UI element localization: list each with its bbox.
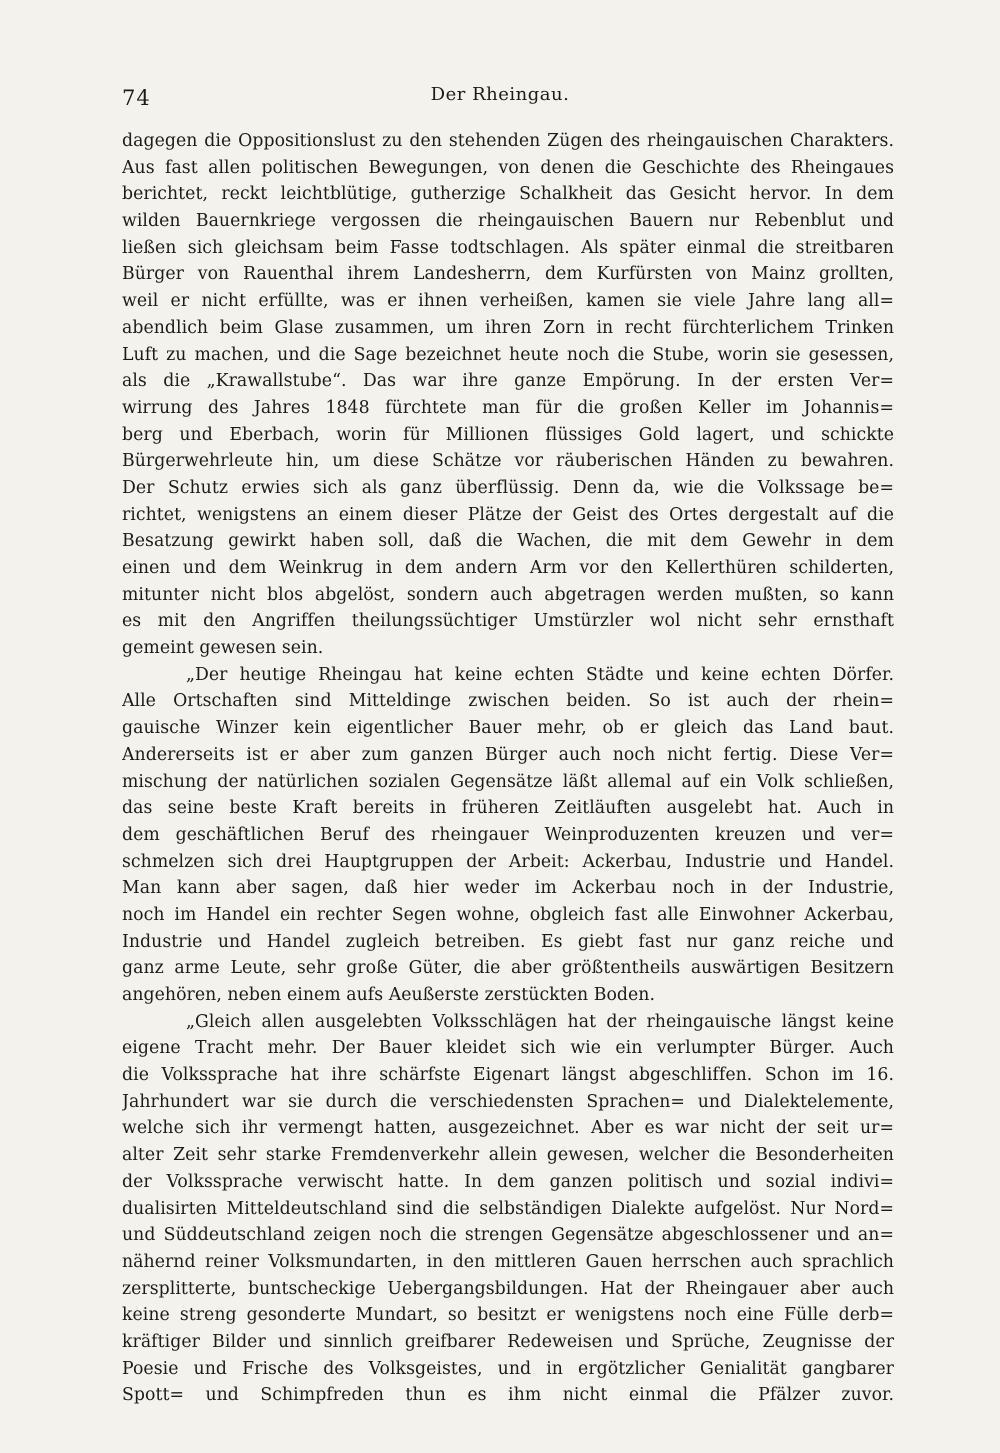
text-line: und Süddeutschland zeigen noch die strengen Gegensätze abgeschlossener und an= bbox=[122, 1225, 894, 1246]
running-title: Der Rheingau. bbox=[430, 84, 570, 105]
text-line: keine streng gesonderte Mundart, so besitzt er wenigstens noch eine Fülle derb= bbox=[122, 1305, 894, 1326]
text-line: zersplitterte, buntscheckige Uebergangsbildungen. Hat der Rheingauer aber auch bbox=[122, 1278, 894, 1299]
text-line: gauische Winzer kein eigentlicher Bauer mehr, ob er gleich das Land baut. bbox=[122, 718, 894, 739]
text-line: welche sich ihr vermengt hatten, ausgezeichnet. Aber es war nicht der seit ur= bbox=[122, 1118, 894, 1139]
text-line: Aus fast allen politischen Bewegungen, von denen die Geschichte des Rheingaues bbox=[122, 157, 894, 178]
text-line: als die „Krawallstube“. Das war ihre ganze Empörung. In der ersten Ver= bbox=[122, 371, 894, 392]
paragraph-end-line: angehören, neben einem aufs Aeußerste zerstückten Boden. bbox=[122, 985, 656, 1005]
text-line: Alle Ortschaften sind Mitteldinge zwischen beiden. So ist auch der rhein= bbox=[122, 691, 894, 712]
text-line: nähernd reiner Volksmundarten, in den mittleren Gauen herrschen auch sprachlich bbox=[122, 1251, 894, 1272]
text-line: Man kann aber sagen, daß hier weder im Ackerbau noch in der Industrie, bbox=[122, 878, 894, 899]
text-line: Bürger von Rauenthal ihrem Landesherrn, dem Kurfürsten von Mainz grollten, bbox=[122, 264, 894, 285]
text-line: Bürgerwehrleute hin, um diese Schätze vor räuberischen Händen zu bewahren. bbox=[122, 451, 894, 472]
body-text bbox=[122, 128, 894, 1436]
text-line: wirrung des Jahres 1848 fürchtete man für die großen Keller im Johannis= bbox=[122, 397, 894, 418]
text-line: weil er nicht erfüllte, was er ihnen verheißen, kamen sie viele Jahre lang all= bbox=[122, 291, 894, 312]
text-line: wilden Bauernkriege vergossen die rheingauischen Bauern nur Rebenblut und bbox=[122, 211, 894, 232]
text-line: schmelzen sich drei Hauptgruppen der Arbeit: Ackerbau, Industrie und Handel. bbox=[122, 851, 894, 872]
text-line: berichtet, reckt leichtblütige, gutherzige Schalkheit das Gesicht hervor. In dem bbox=[122, 184, 894, 205]
page-number: 74 bbox=[122, 86, 151, 110]
text-line: Poesie und Frische des Volksgeistes, und in ergötzlicher Genialität gangbarer bbox=[122, 1358, 894, 1379]
text-line: ließen sich gleichsam beim Fasse todtschlagen. Als später einmal die streitbaren bbox=[122, 237, 894, 258]
text-line: Jahrhundert war sie durch die verschiedensten Sprachen= und Dialektelemente, bbox=[122, 1091, 894, 1112]
text-line: die Volkssprache hat ihre schärfste Eigenart längst abgeschliffen. Schon im 16. bbox=[122, 1065, 894, 1086]
text-line: ganz arme Leute, sehr große Güter, die aber größtentheils auswärtigen Besitzern bbox=[122, 958, 894, 979]
text-line: der Volkssprache verwischt hatte. In dem ganzen politisch und sozial indivi= bbox=[122, 1171, 894, 1192]
text-line: eigene Tracht mehr. Der Bauer kleidet sich wie ein verlumpter Bürger. Auch bbox=[122, 1038, 894, 1059]
text-line: das seine beste Kraft bereits in früheren Zeitläuften ausgelebt hat. Auch in bbox=[122, 798, 894, 819]
text-line: alter Zeit sehr starke Fremdenverkehr allein gewesen, welcher die Besonderheiten bbox=[122, 1145, 894, 1166]
text-line: es mit den Angriffen theilungssüchtiger Umstürzler wol nicht sehr ernsthaft bbox=[122, 611, 894, 632]
paragraph-start-line: „Der heutige Rheingau hat keine echten Städte und keine echten Dörfer. bbox=[186, 664, 894, 685]
paragraph-end-line: gemeint gewesen sein. bbox=[122, 638, 324, 659]
text-line: noch im Handel ein rechter Segen wohne, obgleich fast alle Einwohner Ackerbau, bbox=[122, 904, 894, 925]
text-line: berg und Eberbach, worin für Millionen flüssiges Gold lagert, und schickte bbox=[122, 424, 894, 445]
text-line: Besatzung gewirkt haben soll, daß die Wachen, die mit dem Gewehr in dem bbox=[122, 531, 894, 552]
text-line: dualisirten Mitteldeutschland sind die selbständigen Dialekte aufgelöst. Nur Nord= bbox=[122, 1198, 894, 1219]
text-line: Der Schutz erwies sich als ganz überflüssig. Denn da, wie die Volkssage be= bbox=[122, 477, 894, 498]
text-line: einen und dem Weinkrug in dem andern Arm vor den Kellerthüren schilderten, bbox=[122, 558, 894, 578]
text-line: mitunter nicht blos abgelöst, sondern auch abgetragen werden mußten, so kann bbox=[122, 584, 894, 605]
text-line: Andererseits ist er aber zum ganzen Bürger auch noch nicht fertig. Diese Ver= bbox=[122, 744, 894, 765]
text-line: Luft zu machen, und die Sage bezeichnet heute noch die Stube, worin sie gesessen, bbox=[122, 344, 894, 365]
text-line: mischung der natürlichen sozialen Gegensätze läßt allemal auf ein Volk schließen, bbox=[122, 771, 894, 792]
text-line: abendlich beim Glase zusammen, um ihren Zorn in recht fürchterlichem Trinken bbox=[122, 317, 894, 338]
paragraph-start-line: „Gleich allen ausgelebten Volksschlägen hat der rheingauische längst keine bbox=[186, 1011, 894, 1032]
text-line: kräftiger Bilder und sinnlich greifbarer Redeweisen und Sprüche, Zeugnisse der bbox=[122, 1331, 894, 1352]
text-line: dem geschäftlichen Beruf des rheingauer Weinproduzenten kreuzen und ver= bbox=[122, 824, 894, 845]
text-line: dagegen die Oppositionslust zu den stehenden Zügen des rheingauischen Charakters. bbox=[122, 131, 894, 151]
text-line: Spott= und Schimpfreden thun es ihm nicht einmal die Pfälzer zuvor. bbox=[122, 1385, 894, 1406]
text-line: richtet, wenigstens an einem dieser Plätze der Geist des Ortes dergestalt auf die bbox=[122, 504, 894, 525]
text-line: Industrie und Handel zugleich betreiben. Es giebt fast nur ganz reiche und bbox=[122, 931, 894, 952]
paragraph-end-line bbox=[122, 1409, 894, 1436]
